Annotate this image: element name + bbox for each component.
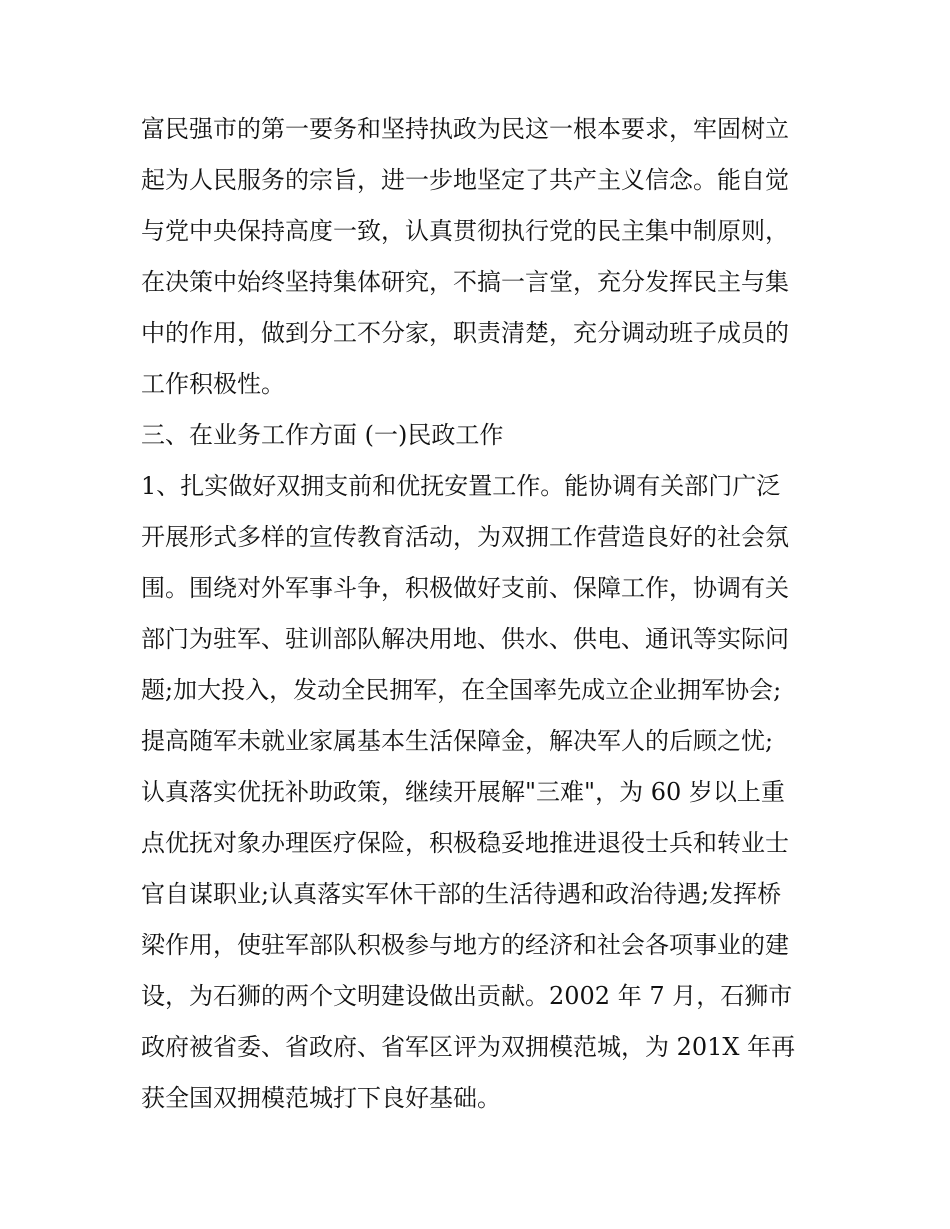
text-line: 获全国双拥模范城打下良好基础。 <box>141 1084 501 1112</box>
text-line: 与党中央保持高度一致，认真贯彻执行党的民主集中制原则， <box>141 217 789 245</box>
text-line: 中的作用，做到分工不分家，职责清楚，充分调动班子成员的 <box>141 319 789 347</box>
text-line: 开展形式多样的宣传教育活动，为双拥工作营造良好的社会氛 <box>141 523 789 551</box>
text-line: 部门为驻军、驻训部队解决用地、供水、供电、通讯等实际问 <box>141 625 789 653</box>
text-line: 富民强市的第一要务和坚持执政为民这一根本要求，牢固树立 <box>141 115 789 143</box>
text-line: 梁作用，使驻军部队积极参与地方的经济和社会各项事业的建 <box>141 931 789 959</box>
text-line: 题;加大投入，发动全民拥军，在全国率先成立企业拥军协会; <box>141 676 782 704</box>
section-heading: 三、在业务工作方面 (一)民政工作 <box>141 421 504 449</box>
text-line: 点优抚对象办理医疗保险，积极稳妥地推进退役士兵和转业士 <box>141 829 789 857</box>
text-line: 工作积极性。 <box>141 370 285 398</box>
text-line: 在决策中始终坚持集体研究，不搞一言堂，充分发挥民主与集 <box>141 268 789 296</box>
text-line: 提高随军未就业家属基本生活保障金，解决军人的后顾之忧; <box>141 727 774 755</box>
body-text <box>141 104 821 1124</box>
text-line: 起为人民服务的宗旨，进一步地坚定了共产主义信念。能自觉 <box>141 166 789 194</box>
text-line: 围。围绕对外军事斗争，积极做好支前、保障工作，协调有关 <box>141 574 789 602</box>
text-line: 认真落实优抚补助政策，继续开展解"三难"，为 60 岁以上重 <box>141 778 785 806</box>
text-line: 设，为石狮的两个文明建设做出贡献。2002 年 7 月，石狮市 <box>141 982 793 1010</box>
text-line: 1、扎实做好双拥支前和优抚安置工作。能协调有关部门广泛 <box>141 472 781 500</box>
text-line: 政府被省委、省政府、省军区评为双拥模范城，为 201X 年再 <box>141 1033 796 1061</box>
text-line: 官自谋职业;认真落实军休干部的生活待遇和政治待遇;发挥桥 <box>141 880 782 908</box>
